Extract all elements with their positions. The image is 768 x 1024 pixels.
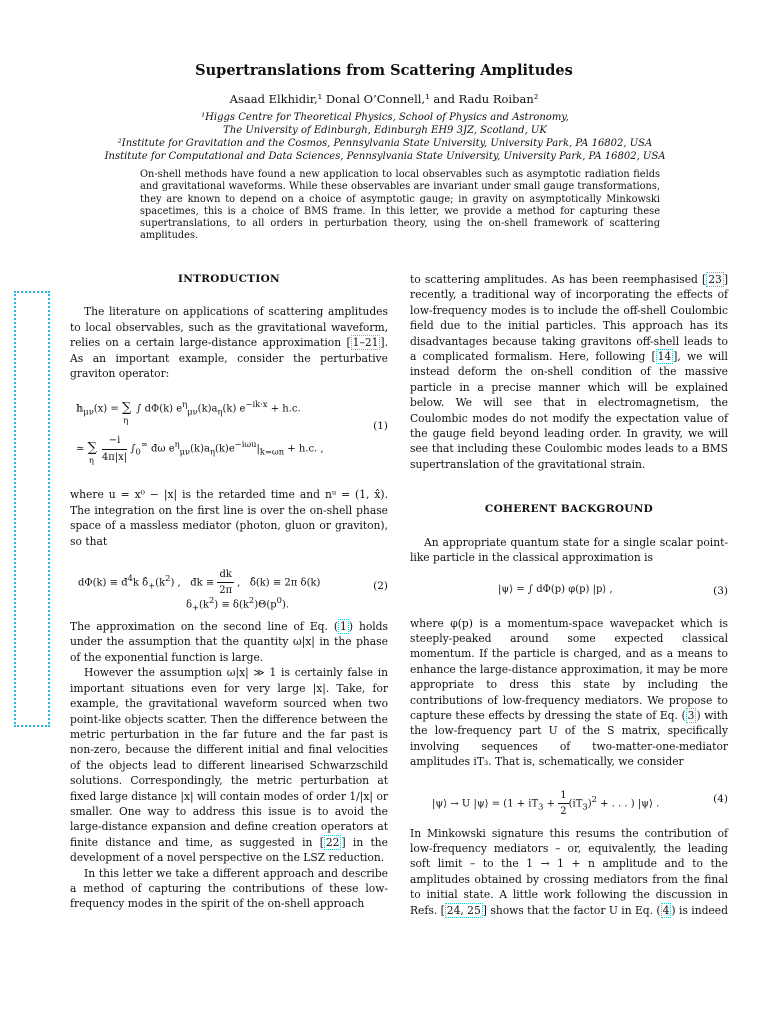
citation-link[interactable]: 23 (708, 273, 722, 286)
paper-title: Supertranslations from Scattering Amplitudes (195, 62, 573, 79)
section-heading-introduction: INTRODUCTION (178, 273, 280, 285)
citation-link[interactable]: 22 (325, 835, 340, 849)
equation-4-line: |ψ⟩ → U |ψ⟩ = ($1 + iT_3$ + $\frac{1}{2}$ $(iT_3)^2$ + . . . ) |ψ⟩ . (432, 789, 660, 817)
equation-4 (410, 776, 728, 822)
intro-paragraph-6: to scattering amplitudes. As has been reemphasised [ 23 ] recently, a traditional way of incorporating the effects of low-frequency modes is to include the off-shell Coulombic field due to the initial particles. This approach has its disadvantages because taking gravitons off-shell leads to a complicated formalism. Here, following [ 14 ], we will instead deform the on-shell condition of the massive particle in a precise manner which will be explained below. We will see that in electromagnetism, the Coulombic modes do not modify the expectation value of the gauge field beyond leading order. In gravity, we will see that including these Coulombic modes leads to a BMS supertranslation of the gravitational strain. (410, 273, 728, 471)
equation-reference[interactable]: 4 (662, 903, 670, 917)
right-column (410, 272, 728, 918)
equation-reference[interactable]: 3 (687, 708, 695, 722)
left-column (70, 272, 388, 912)
equation-1-line-1: 𝕙$_{\mu\nu}$(x) = $\sum_\eta\int$ dΦ(k) $e^\eta_{\mu\nu}(k)a_\eta(k) e^{-ik\cdot x} + h.c$. (76, 399, 301, 425)
affiliation-2a: ²Institute for Gravitation and the Cosmos, Pennsylvania State University, University Park, PA 16802, USA (117, 138, 653, 149)
citation-link[interactable]: 1–21 (352, 336, 379, 350)
citation-link[interactable]: 24, 25 (446, 903, 481, 917)
abstract: On-shell methods have found a new application to local observables such as asymptotic radiation fields and gravitational waveforms. While these observables are invariant under small gauge transformations, they are known to depend on a choice of asymptotic gauge; in gravity on asymptotically Minkowski spacetimes, this is a choice of BMS frame. In this letter, we provide a method for capturing these supertranslations, to all orders in perturbation theory, using the on-shell framework of scattering amplitudes. (140, 169, 660, 242)
affiliation-1b: The University of Edinburgh, Edinburgh EH9 3JZ, Scotland, UK (223, 125, 547, 136)
intro-paragraph-2: where u = x⁰ − |x| is the retarded time and nᵘ = (1, x̂). The integration on the first line is over the on-shell phase space of a massless mediator (photon, gluon or graviton), so that (70, 488, 388, 548)
citation-link[interactable]: 14 (657, 350, 672, 364)
coherent-paragraph-3: In Minkowski signature this resums the contribution of low-frequency mediators – or, equivalently, the leading soft limit – to the 1 → 1 + n amplitude and to the amplitudes obtained by crossing mediators from the final to initial state. A little work following the discussion in Refs. [ 24, 25 ] shows that the factor U in Eq. ( 4 ) is indeed (410, 826, 728, 917)
equation-number: (2) (373, 580, 388, 593)
equation-3-line: |ψ⟩ = ∫ dΦ(p) φ(p) |p⟩ , (498, 583, 613, 595)
section-heading-coherent-background: COHERENT BACKGROUND (484, 503, 654, 516)
affiliation-1a: ¹Higgs Centre for Theoretical Physics, School of Physics and Astronomy, (201, 112, 569, 123)
intro-paragraph-5: In this letter we take a different approach and describe a method of capturing the contributions of these low-frequency modes in the spirit of the on-shell approach (70, 866, 388, 911)
equation-3 (410, 570, 728, 612)
author-list: Asaad Elkhidir,¹ Donal O’Connell,¹ and Radu Roiban² (229, 92, 539, 106)
equation-number: (4) (713, 792, 728, 805)
affiliation-2b: Institute for Computational and Data Sciences, Pennsylvania State University, University Park, PA 16802, USA (104, 151, 666, 162)
equation-2-line-2: $\delta_+(k^2) \equiv \delta(k^2)\Theta(p^0)$. (186, 595, 290, 613)
coherent-paragraph-1: An appropriate quantum state for a single scalar point-like particle in the classical approximation is (410, 535, 728, 565)
equation-2-line-1: $d\Phi(k) \equiv đ^4k$ $\deltâ_+(k^2)$ , đk ≡ $\frac{dk}{2\pi}$ , δ̂(k) ≡ 2π δ(k) (78, 569, 321, 597)
equation-number: (3) (713, 584, 728, 597)
equation-2 (70, 555, 388, 613)
equation-reference[interactable]: 1 (340, 620, 347, 634)
annotation-box (14, 291, 50, 727)
equation-number: (1) (373, 420, 388, 433)
intro-paragraph-4: However the assumption ω|x| ≫ 1 is certainly false in important situations even for very large |x|. Take, for example, the gravitational waveform sourced when two point-like objects scatter. Then the difference between the metric perturbation in the far future and the far past is non-zero, because the different initial and final velocities of the objects lead to different linearised Schwarzschild solutions. Correspondingly, the metric perturbation at fixed large distance |x| will contain modes of order 1/|x| or smaller. One way to address this issue is to avoid the large-distance expansion and define creation operators at finite distance and time, as suggested in [ 22 ] in the development of a novel perspective on the LSZ reduction. (70, 666, 388, 865)
equation-1-line-2: ≃ $\sum_\eta$ $\frac{-i}{4\pi|x|}$ $\int_0^\infty$ đω $e^\eta_{\mu\nu}(k)a_\eta(k)e^{-i\omega u}|_{k=\omega n} + h.c$. , (76, 435, 324, 465)
intro-paragraph-3: The approximation on the second line of Eq. ( 1 ) holds under the assumption that the quantity ω|x| in the phase of the exponential function is large. (70, 620, 389, 664)
coherent-paragraph-2: where φ(p) is a momentum-space wavepacket which is steeply-peaked around some expected classical momentum. If the particle is charged, and as a means to enhance the large-distance approximation, it may be more appropriate to dress this state by including the contributions of low-frequency mediators. We propose to capture these effects by dressing the state of Eq. ( 3 ) with the low-frequency part U of the S matrix, specifically involving sequences of two-matter-one-mediator amplitudes iT₃. That is, schematically, we consider (410, 616, 728, 769)
equation-1 (70, 387, 388, 483)
intro-paragraph-1: The literature on applications of scattering amplitudes to local observables, such as the gravitational waveform, relies on a certain large-distance approximation [ 1–21 ]. As an important example, consider the perturbative graviton operator: (70, 305, 388, 381)
